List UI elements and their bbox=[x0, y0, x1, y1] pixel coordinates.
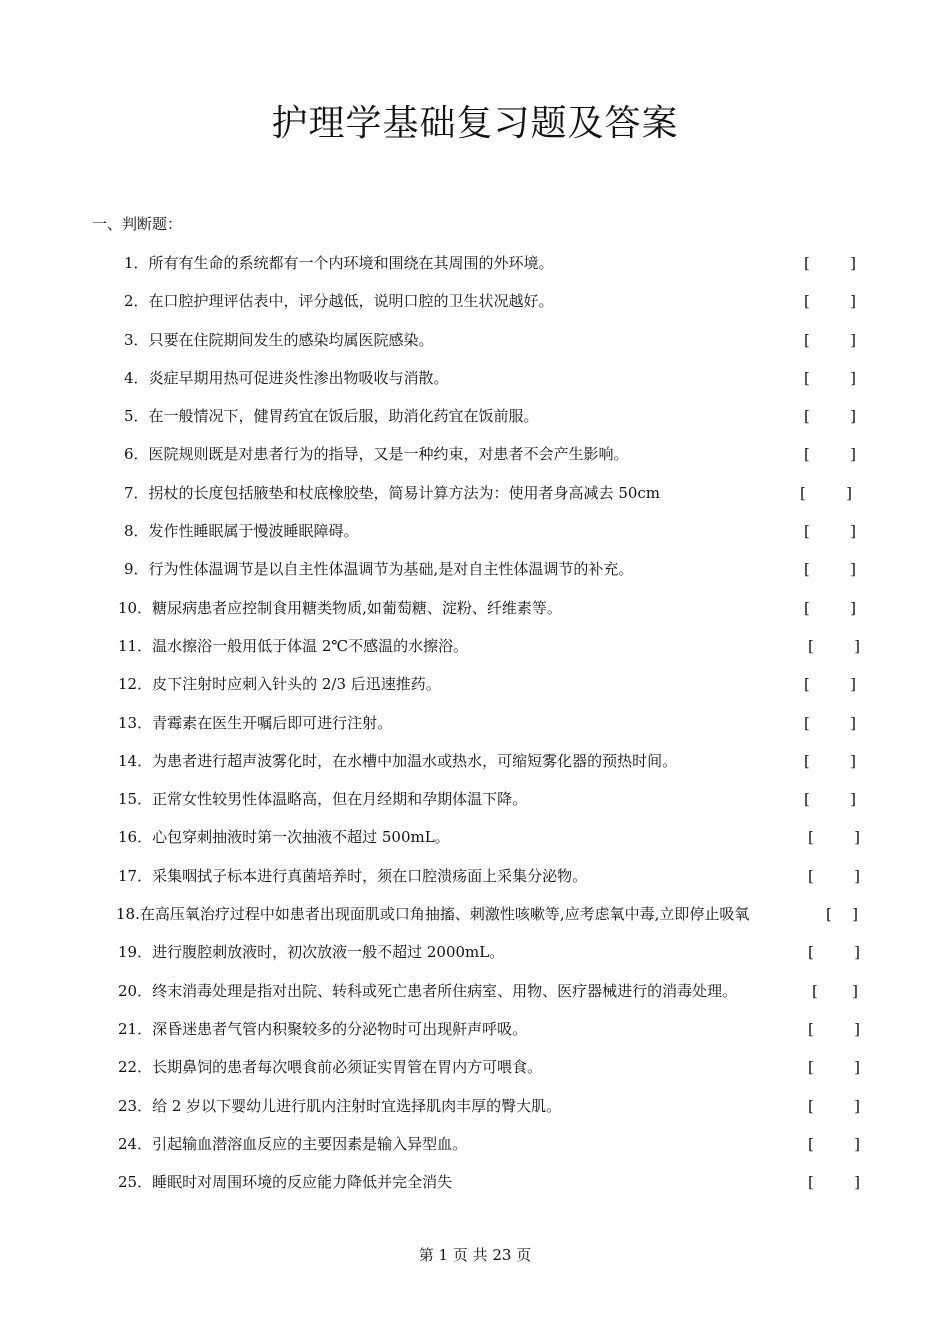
answer-bracket bbox=[804, 290, 856, 312]
question-item bbox=[0, 788, 950, 826]
question-text: 25．睡眠时对周围环境的反应能力降低并完全消失 bbox=[118, 1173, 453, 1192]
answer-bracket bbox=[808, 635, 860, 657]
bracket-close: ] bbox=[854, 1134, 860, 1153]
bracket-open: [ bbox=[808, 866, 814, 885]
bracket-close: ] bbox=[852, 905, 858, 924]
question-text: 18.在高压氧治疗过程中如患者出现面肌或口角抽搐、刺激性咳嗽等,应考虑氧中毒,立即停止吸氧 bbox=[116, 905, 750, 924]
question-text: 23．给 2 岁以下婴幼儿进行肌内注射时宜选择肌肉丰厚的臀大肌。 bbox=[118, 1096, 562, 1115]
question-text: 16．心包穿刺抽液时第一次抽液不超过 500mL。 bbox=[118, 828, 450, 847]
bracket-close: ] bbox=[850, 790, 856, 809]
answer-bracket bbox=[808, 941, 860, 963]
bracket-open: [ bbox=[808, 828, 814, 847]
bracket-close: ] bbox=[850, 368, 856, 387]
question-text: 4．炎症早期用热可促进炎性渗出物吸收与消散。 bbox=[124, 368, 449, 387]
bracket-open: [ bbox=[808, 636, 814, 655]
bracket-open: [ bbox=[804, 407, 810, 426]
answer-bracket bbox=[804, 712, 856, 734]
question-item bbox=[0, 252, 950, 290]
bracket-open: [ bbox=[808, 1019, 814, 1038]
bracket-close: ] bbox=[850, 330, 856, 349]
question-text: 10．糖尿病患者应控制食用糖类物质,如葡萄糖、淀粉、纤维素等。 bbox=[118, 598, 562, 617]
question-item bbox=[0, 405, 950, 443]
question-text: 3．只要在住院期间发生的感染均属医院感染。 bbox=[124, 330, 434, 349]
question-item bbox=[0, 712, 950, 750]
answer-bracket bbox=[826, 903, 858, 925]
question-text: 9．行为性体温调节是以自主性体温调节为基础,是对自主性体温调节的补充。 bbox=[124, 560, 634, 579]
question-item bbox=[0, 1133, 950, 1171]
question-text: 6．医院规则既是对患者行为的指导，又是一种约束，对患者不会产生影响。 bbox=[124, 445, 629, 464]
bracket-close: ] bbox=[854, 943, 860, 962]
question-text: 2．在口腔护理评估表中，评分越低，说明口腔的卫生状况越好。 bbox=[124, 292, 554, 311]
question-text: 24．引起输血潜溶血反应的主要因素是输入异型血。 bbox=[118, 1134, 468, 1153]
question-text: 12．皮下注射时应刺入针头的 2/3 后迅速推药。 bbox=[118, 675, 441, 694]
bracket-close: ] bbox=[854, 1096, 860, 1115]
answer-bracket bbox=[804, 367, 856, 389]
question-item bbox=[0, 443, 950, 481]
bracket-open: [ bbox=[804, 330, 810, 349]
answer-bracket bbox=[808, 1056, 860, 1078]
bracket-close: ] bbox=[846, 483, 852, 502]
question-item bbox=[0, 558, 950, 596]
answer-bracket bbox=[800, 482, 852, 504]
bracket-close: ] bbox=[850, 407, 856, 426]
bracket-close: ] bbox=[854, 866, 860, 885]
question-text: 22．长期鼻饲的患者每次喂食前必须证实胃管在胃内方可喂食。 bbox=[118, 1058, 543, 1077]
bracket-open: [ bbox=[804, 713, 810, 732]
page-title: 护理学基础复习题及答案 bbox=[271, 103, 679, 144]
question-text: 14．为患者进行超声波雾化时，在水槽中加温水或热水，可缩短雾化器的预热时间。 bbox=[118, 751, 678, 770]
question-item bbox=[0, 1056, 950, 1094]
answer-bracket bbox=[804, 443, 856, 465]
answer-bracket bbox=[808, 865, 860, 887]
bracket-open: [ bbox=[800, 483, 806, 502]
question-item bbox=[0, 597, 950, 635]
question-item bbox=[0, 635, 950, 673]
answer-bracket bbox=[804, 405, 856, 427]
bracket-close: ] bbox=[850, 292, 856, 311]
bracket-open: [ bbox=[804, 445, 810, 464]
question-item bbox=[0, 1171, 950, 1209]
bracket-close: ] bbox=[850, 751, 856, 770]
bracket-open: [ bbox=[812, 981, 818, 1000]
bracket-open: [ bbox=[804, 368, 810, 387]
question-item bbox=[0, 1095, 950, 1133]
bracket-close: ] bbox=[854, 1173, 860, 1192]
question-item bbox=[0, 367, 950, 405]
question-text: 20．终末消毒处理是指对出院、转科或死亡患者所住病室、用物、医疗器械进行的消毒处理。 bbox=[118, 981, 738, 1000]
bracket-close: ] bbox=[850, 254, 856, 272]
question-text: 17．采集咽拭子标本进行真菌培养时，须在口腔溃疡面上采集分泌物。 bbox=[118, 866, 588, 885]
answer-bracket bbox=[808, 826, 860, 848]
bracket-close: ] bbox=[850, 445, 856, 464]
bracket-open: [ bbox=[804, 751, 810, 770]
answer-bracket bbox=[804, 520, 856, 542]
bracket-open: [ bbox=[804, 675, 810, 694]
question-item bbox=[0, 903, 950, 941]
bracket-close: ] bbox=[854, 1019, 860, 1038]
answer-bracket bbox=[804, 597, 856, 619]
bracket-open: [ bbox=[804, 790, 810, 809]
bracket-close: ] bbox=[854, 828, 860, 847]
bracket-open: [ bbox=[804, 560, 810, 579]
bracket-close: ] bbox=[850, 675, 856, 694]
bracket-open: [ bbox=[808, 943, 814, 962]
question-text: 13．青霉素在医生开嘱后即可进行注射。 bbox=[118, 713, 393, 732]
question-item bbox=[0, 1018, 950, 1056]
bracket-close: ] bbox=[850, 522, 856, 541]
question-text: 1．所有有生命的系统都有一个内环境和围绕在其周围的外环境。 bbox=[124, 254, 554, 272]
bracket-open: [ bbox=[808, 1173, 814, 1192]
question-text: 11．温水擦浴一般用低于体温 2℃不感温的水擦浴。 bbox=[118, 636, 469, 655]
bracket-close: ] bbox=[850, 598, 856, 617]
question-item bbox=[0, 329, 950, 367]
question-item bbox=[0, 980, 950, 1018]
answer-bracket bbox=[808, 1133, 860, 1155]
bracket-open: [ bbox=[804, 598, 810, 617]
bracket-open: [ bbox=[826, 905, 832, 924]
bracket-open: [ bbox=[804, 522, 810, 541]
answer-bracket bbox=[808, 1171, 860, 1193]
question-item bbox=[0, 520, 950, 558]
question-text: 19．进行腹腔刺放液时，初次放液一般不超过 2000mL。 bbox=[118, 943, 505, 962]
bracket-open: [ bbox=[808, 1134, 814, 1153]
question-text: 21．深昏迷患者气管内积聚较多的分泌物时可出现鼾声呼吸。 bbox=[118, 1019, 528, 1038]
bracket-open: [ bbox=[808, 1058, 814, 1077]
question-item bbox=[0, 941, 950, 979]
bracket-open: [ bbox=[804, 254, 810, 272]
answer-bracket bbox=[808, 1095, 860, 1117]
question-item bbox=[0, 826, 950, 864]
bracket-close: ] bbox=[854, 1058, 860, 1077]
answer-bracket bbox=[808, 1018, 860, 1040]
page-footer: 第 1 页 共 23 页 bbox=[418, 1246, 532, 1264]
answer-bracket bbox=[804, 750, 856, 772]
answer-bracket bbox=[804, 788, 856, 810]
answer-bracket bbox=[804, 329, 856, 351]
question-item bbox=[0, 750, 950, 788]
question-item bbox=[0, 290, 950, 328]
answer-bracket bbox=[804, 252, 856, 274]
section-heading: 一、判断题： bbox=[92, 215, 183, 233]
question-text: 7．拐杖的长度包括腋垫和杖底橡胶垫，简易计算方法为：使用者身高减去 50cm bbox=[124, 483, 661, 502]
question-text: 5．在一般情况下，健胃药宜在饭后服，助消化药宜在饭前服。 bbox=[124, 407, 539, 426]
question-item bbox=[0, 482, 950, 520]
bracket-close: ] bbox=[850, 560, 856, 579]
bracket-close: ] bbox=[850, 713, 856, 732]
question-text: 15．正常女性较男性体温略高，但在月经期和孕期体温下降。 bbox=[118, 790, 528, 809]
bracket-open: [ bbox=[804, 292, 810, 311]
answer-bracket bbox=[804, 673, 856, 695]
bracket-open: [ bbox=[808, 1096, 814, 1115]
answer-bracket bbox=[804, 558, 856, 580]
bracket-close: ] bbox=[854, 636, 860, 655]
question-item bbox=[0, 673, 950, 711]
question-text: 8．发作性睡眠属于慢波睡眠障碍。 bbox=[124, 522, 359, 541]
answer-bracket bbox=[812, 980, 858, 1002]
question-item bbox=[0, 865, 950, 903]
question-list bbox=[0, 252, 950, 1209]
bracket-close: ] bbox=[852, 981, 858, 1000]
